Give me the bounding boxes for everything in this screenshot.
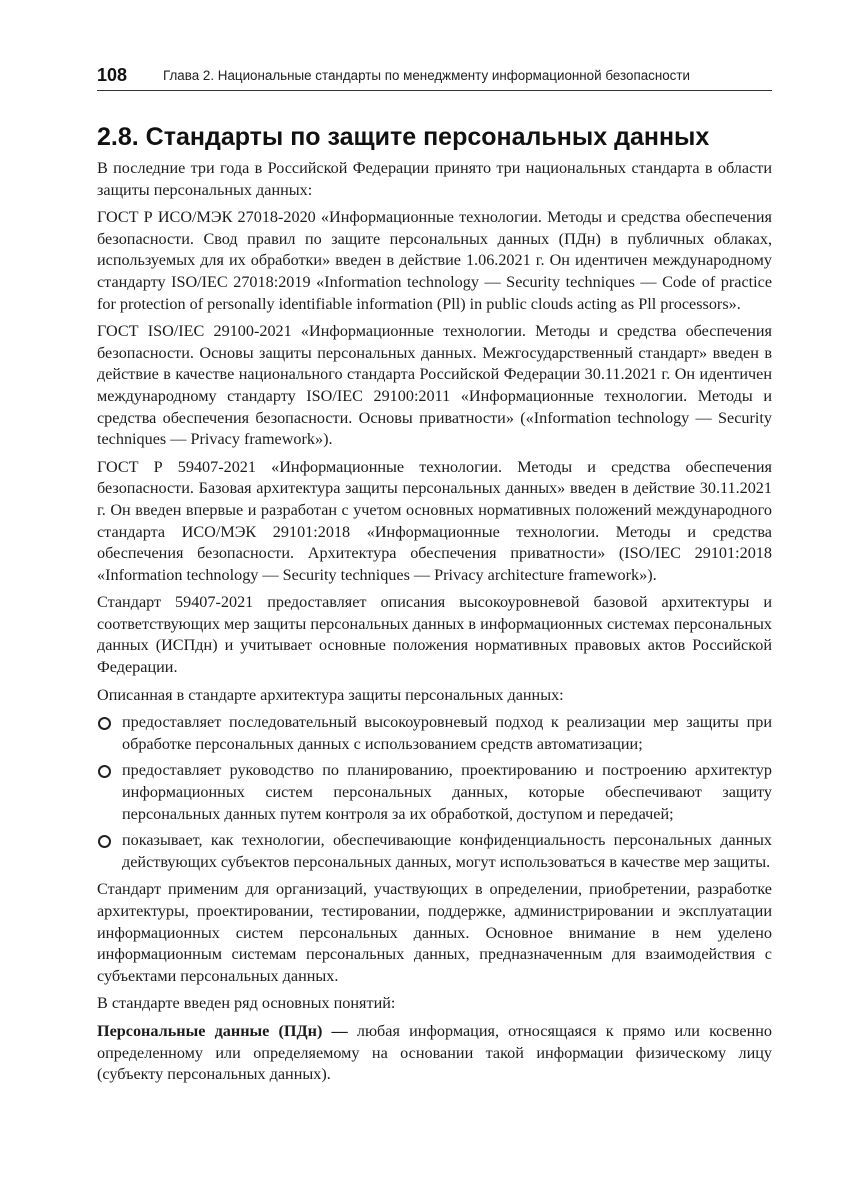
list-item-text: показывает, как технологии, обеспечивающие конфиденциальность персональных данных действующих субъектов персональных данных, могут использоваться в качестве мер защиты.: [122, 831, 772, 871]
running-head: [97, 64, 772, 90]
paragraph-gost-59407: ГОСТ Р 59407-2021 «Информационные технологии. Методы и средства обеспечения безопасности. Базовая архитектура защиты персональных данных» введен в действие 30.11.2021 г. Он введен впервые и разработан с учетом основных нормативных положений международного стандарта ИСО/МЭК 29101:2018 «Информационные технологии. Методы и средства обеспечения безопасности. Архитектура обеспечения приватности» (ISO/IEC 29101:2018 «Information technology — Security techniques — Privacy architecture framework»).: [97, 457, 772, 584]
paragraph-applicability: Стандарт применим для организаций, участвующих в определении, приобретении, разработке архитектуры, проектировании, тестировании, поддержке, администрировании и эксплуатации информационных систем персональных данных. Основное внимание в нем уделено информационным системам персональных данных, предназначенным для взаимодействия с субъектами персональных данных.: [97, 880, 772, 985]
list-item-text: предоставляет руководство по планированию, проектированию и построению архитектур информационных систем персональных данных, которые обеспечивают защиту персональных данных путем контроля за их обработкой, доступом и передачей;: [122, 761, 772, 823]
chapter-title: Глава 2. Национальные стандарты по менеджменту информационной безопасности: [163, 68, 690, 83]
paragraph-intro: В последние три года в Российской Федерации принято три национальных стандарта в области защиты персональных данных:: [97, 159, 772, 199]
list-item: [97, 712, 772, 755]
list-item-text: предоставляет последовательный высокоуровневый подход к реализации мер защиты при обработке персональных данных с использованием средств автоматизации;: [122, 713, 772, 753]
section-heading: 2.8. Стандарты по защите персональных данных: [97, 123, 710, 151]
paragraph-gost-29100: ГОСТ ISO/IEC 29100-2021 «Информационные технологии. Методы и средства обеспечения безопасности. Основы защиты персональных данных. Межгосударственный стандарт» введен в действие в качестве национального стандарта Российской Федерации 30.11.2021 г. Он идентичен международному стандарту ISO/IEC 29100:2011 «Информационные технологии. Методы и средства обеспечения безопасности. Основы приватности» («Information technology — Security techniques — Privacy framework»).: [97, 322, 772, 449]
definition-personal-data: [97, 1021, 772, 1086]
paragraph-gost-27018: ГОСТ Р ИСО/МЭК 27018-2020 «Информационные технологии. Методы и средства обеспечения безопасности. Свод правил по защите персональных данных (ПДн) в публичных облаках, используемых для их обработки» введен в действие 1.06.2021 г. Он идентичен международному стандарту ISO/IEC 27018:2019 «Information technology — Security techniques — Code of practice for protection of personally identifiable information (Pll) in public clouds acting as Pll processors».: [97, 208, 772, 313]
circle-bullet-icon: [98, 717, 111, 730]
paragraph-standard-59407: Стандарт 59407-2021 предоставляет описания высокоуровневой базовой архитектуры и соответствующих мер защиты персональных данных в информационных системах персональных данных (ИСПдн) и учитывает основные положения нормативных правовых актов Российской Федерации.: [97, 593, 773, 677]
architecture-bullet-list: [97, 712, 772, 873]
list-item: [97, 760, 772, 825]
definition-term: Персональные данные (ПДн) —: [97, 1021, 348, 1040]
body-text: [97, 158, 772, 1092]
header-rule: [97, 90, 772, 91]
circle-bullet-icon: [98, 835, 111, 848]
paragraph-architecture-intro: Описанная в стандарте архитектура защиты персональных данных:: [97, 685, 564, 704]
page-number: 108: [97, 65, 128, 85]
circle-bullet-icon: [98, 765, 111, 778]
paragraph-concepts-intro: В стандарте введен ряд основных понятий:: [97, 994, 396, 1013]
list-item: [97, 830, 772, 873]
definition-text: любая информация, относящаяся к прямо или косвенно определенному или определяемому на основании такой информации физическому лицу (субъекту персональных данных).: [97, 1021, 772, 1084]
